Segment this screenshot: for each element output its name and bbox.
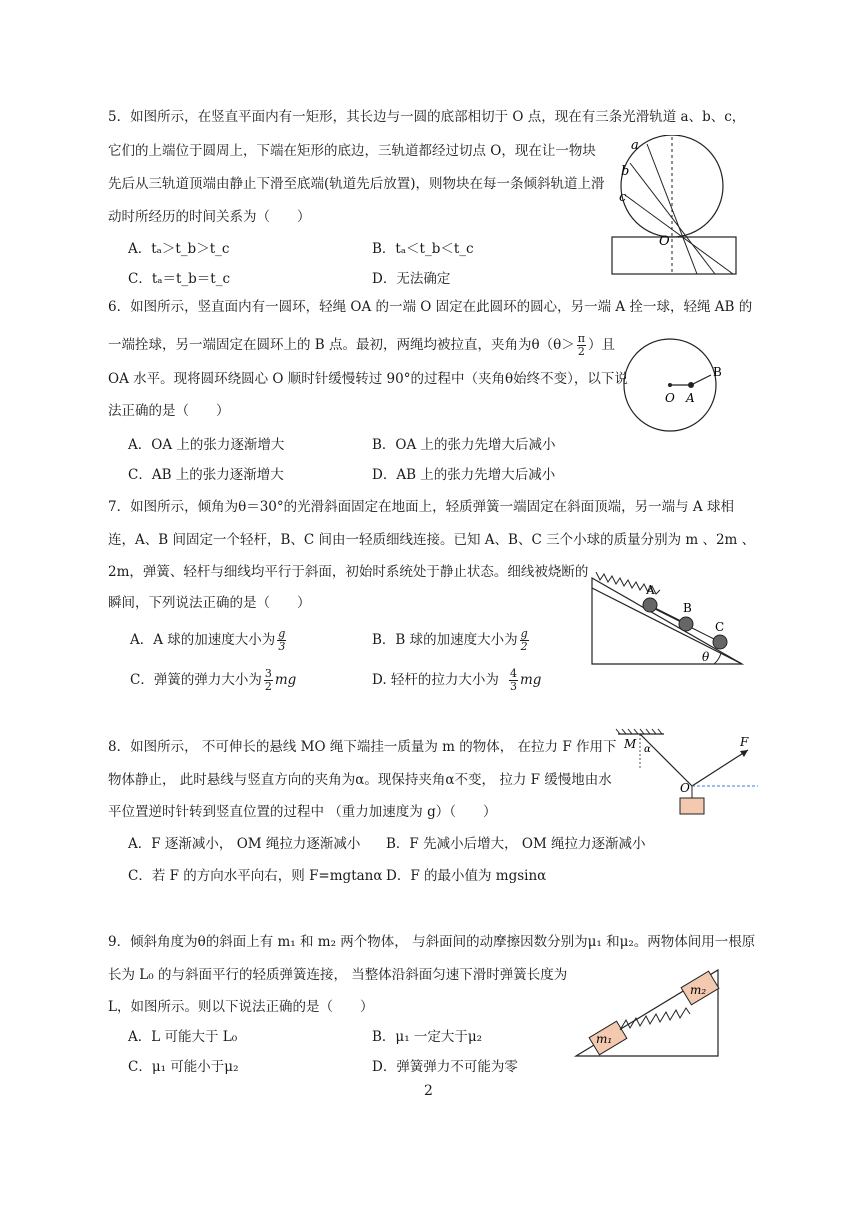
q9-line1: 9．倾斜角度为θ的斜面上有 m₁ 和 m₂ 两个物体， 与斜面间的动摩擦因数分别为μ₁ 和μ₂。两物体间用一根原 bbox=[108, 934, 756, 950]
q9-line3: L，如图所示。则以下说法正确的是（ ） bbox=[108, 999, 374, 1015]
q7-option-c-den: 2 bbox=[264, 680, 272, 693]
q6-label-b: B bbox=[713, 365, 722, 379]
q5-option-a: A．tₐ＞t_b＞t_c bbox=[128, 241, 230, 257]
q8-label-alpha: α bbox=[644, 744, 651, 755]
q6-option-a: A．OA 上的张力逐渐增大 bbox=[128, 437, 285, 453]
q7-line2: 连，A、B 间固定一个轻杆，B、C 间由一轻质细线连接。已知 A、B、C 三个小球的质量分别为 m 、2m 、 bbox=[108, 532, 756, 548]
q7-option-a bbox=[130, 628, 288, 653]
q9-option-b: B．μ₁ 一定大于μ₂ bbox=[372, 1029, 483, 1045]
q7-option-b-text: B．B 球的加速度大小为 bbox=[372, 632, 518, 648]
q6-line4: 法正确的是（ ） bbox=[108, 403, 230, 419]
q7-option-d bbox=[372, 668, 541, 693]
q7-option-b-frac bbox=[520, 628, 529, 653]
q7-option-a-den: 3 bbox=[278, 640, 286, 653]
q9-label-m1: m₁ bbox=[596, 1032, 613, 1046]
q7-option-a-num: g bbox=[278, 627, 286, 640]
page-number: 2 bbox=[424, 1083, 433, 1099]
q6-figure bbox=[620, 338, 730, 438]
q8-line3: 平位置逆时针转到竖直位置的过程中 （重力加速度为 g）（ ） bbox=[108, 804, 497, 820]
q5-line2: 它们的上端位于圆周上，下端在矩形的底边，三轨道都经过切点 O，现在让一物块 bbox=[108, 143, 596, 159]
q7-label-theta: θ bbox=[702, 650, 710, 664]
q7-option-c-frac bbox=[264, 668, 273, 693]
q9-option-a: A．L 可能大于 L₀ bbox=[128, 1029, 238, 1045]
q7-option-c-end: mg bbox=[274, 672, 297, 688]
q6-frac-num: π bbox=[577, 332, 585, 345]
q9-option-c: C．μ₁ 可能小于μ₂ bbox=[128, 1059, 239, 1075]
q7-option-c bbox=[130, 668, 296, 693]
q6-line2 bbox=[108, 333, 615, 358]
q9-option-d: D．弹簧弹力不可能为零 bbox=[372, 1059, 518, 1075]
q6-frac-den: 2 bbox=[577, 345, 585, 358]
q5-line4: 动时所经历的时间关系为（ ） bbox=[108, 209, 311, 225]
q8-option-b: B．F 先减小后增大， OM 绳拉力逐渐减小 bbox=[386, 836, 646, 852]
q7-option-d-num: 4 bbox=[509, 667, 517, 680]
q8-option-d: D．F 的最小值为 mgsinα bbox=[386, 868, 547, 884]
q7-label-c: C bbox=[715, 620, 725, 634]
q5-label-o: O bbox=[659, 234, 670, 249]
q7-option-b-den: 2 bbox=[520, 640, 528, 653]
q5-line1: 5．如图所示，在竖直平面内有一矩形，其长边与一圆的底部相切于 O 点，现在有三条光滑轨道 a、b、c， bbox=[108, 109, 746, 125]
q6-line2-text: 一端拴球，另一端固定在圆环上的 B 点。最初，两绳均被拉直，夹角为θ（θ＞ bbox=[108, 337, 575, 353]
q8-line1: 8．如图所示， 不可伸长的悬线 MO 绳下端挂一质量为 m 的物体， 在拉力 F 作用下 bbox=[108, 739, 617, 755]
q8-option-a: A．F 逐渐减小， OM 绳拉力逐渐减小 bbox=[128, 836, 361, 852]
q7-line3: 2m，弹簧、轻杆与细线均平行于斜面，初始时系统处于静止状态。细线被烧断的 bbox=[108, 564, 589, 580]
q6-line2-end: ）且 bbox=[588, 337, 615, 353]
q5-figure bbox=[605, 135, 740, 277]
q9-figure bbox=[570, 966, 730, 1066]
q6-line3: OA 水平。现将圆环绕圆心 O 顺时针缓慢转过 90°的过程中（夹角θ始终不变），以下说 bbox=[108, 371, 628, 387]
q7-option-c-text: C．弹簧的弹力大小为 bbox=[130, 672, 262, 688]
q9-label-m2: m₂ bbox=[690, 983, 707, 997]
q6-frac bbox=[577, 333, 586, 358]
q7-line1: 7．如图所示，倾角为θ＝30°的光滑斜面固定在地面上，轻质弹簧一端固定在斜面顶端，另一端与 A 球相 bbox=[108, 499, 734, 515]
q7-line4: 瞬间，下列说法正确的是（ ） bbox=[108, 595, 311, 611]
q8-label-o: O bbox=[680, 781, 690, 795]
q5-option-d: D．无法确定 bbox=[372, 271, 451, 287]
q8-figure bbox=[614, 726, 764, 826]
q5-label-b: b bbox=[621, 164, 630, 179]
q6-option-d: D．AB 上的张力先增大后减小 bbox=[372, 467, 556, 483]
q7-option-d-text: D. 轻杆的拉力大小为 bbox=[372, 672, 499, 688]
q8-line2: 物体静止， 此时悬线与竖直方向的夹角为α。现保持夹角α不变， 拉力 F 缓慢地由水 bbox=[108, 772, 612, 788]
q9-line2: 长为 L₀ 的与斜面平行的轻质弹簧连接， 当整体沿斜面匀速下滑时弹簧长度为 bbox=[108, 967, 568, 983]
q6-option-c: C．AB 上的张力逐渐增大 bbox=[128, 467, 284, 483]
q8-option-c: C．若 F 的方向水平向右，则 F=mgtanα bbox=[128, 868, 383, 884]
q7-option-b bbox=[372, 628, 531, 653]
q7-option-d-frac bbox=[509, 668, 518, 693]
q8-label-f: F bbox=[740, 735, 749, 749]
q7-label-b: B bbox=[683, 601, 692, 615]
q7-option-c-num: 3 bbox=[264, 667, 272, 680]
q7-option-d-den: 3 bbox=[509, 680, 517, 693]
q7-figure bbox=[588, 560, 748, 668]
q7-option-d-end: mg bbox=[519, 672, 542, 688]
q7-label-a: A bbox=[646, 583, 655, 597]
q5-line3: 先后从三轨道顶端由静止下滑至底端(轨道先后放置)，则物块在每一条倾斜轨道上滑 bbox=[108, 176, 605, 192]
q8-label-m: M bbox=[624, 737, 637, 751]
q7-option-a-text: A．A 球的加速度大小为 bbox=[130, 632, 276, 648]
q5-option-c: C．tₐ＝t_b＝t_c bbox=[128, 271, 231, 287]
q5-label-c: c bbox=[619, 190, 627, 205]
q6-label-a: A bbox=[686, 391, 695, 405]
q5-label-a: a bbox=[631, 138, 639, 153]
q6-label-o: O bbox=[665, 391, 675, 405]
q6-line1: 6．如图所示，竖直面内有一圆环，轻绳 OA 的一端 O 固定在此圆环的圆心，另一端 A 拴一球，轻绳 AB 的 bbox=[108, 299, 753, 315]
q7-option-b-num: g bbox=[520, 627, 528, 640]
q7-option-a-frac bbox=[277, 628, 286, 653]
q5-option-b: B．tₐ＜t_b＜t_c bbox=[372, 241, 474, 257]
q6-option-b: B．OA 上的张力先增大后减小 bbox=[372, 437, 556, 453]
